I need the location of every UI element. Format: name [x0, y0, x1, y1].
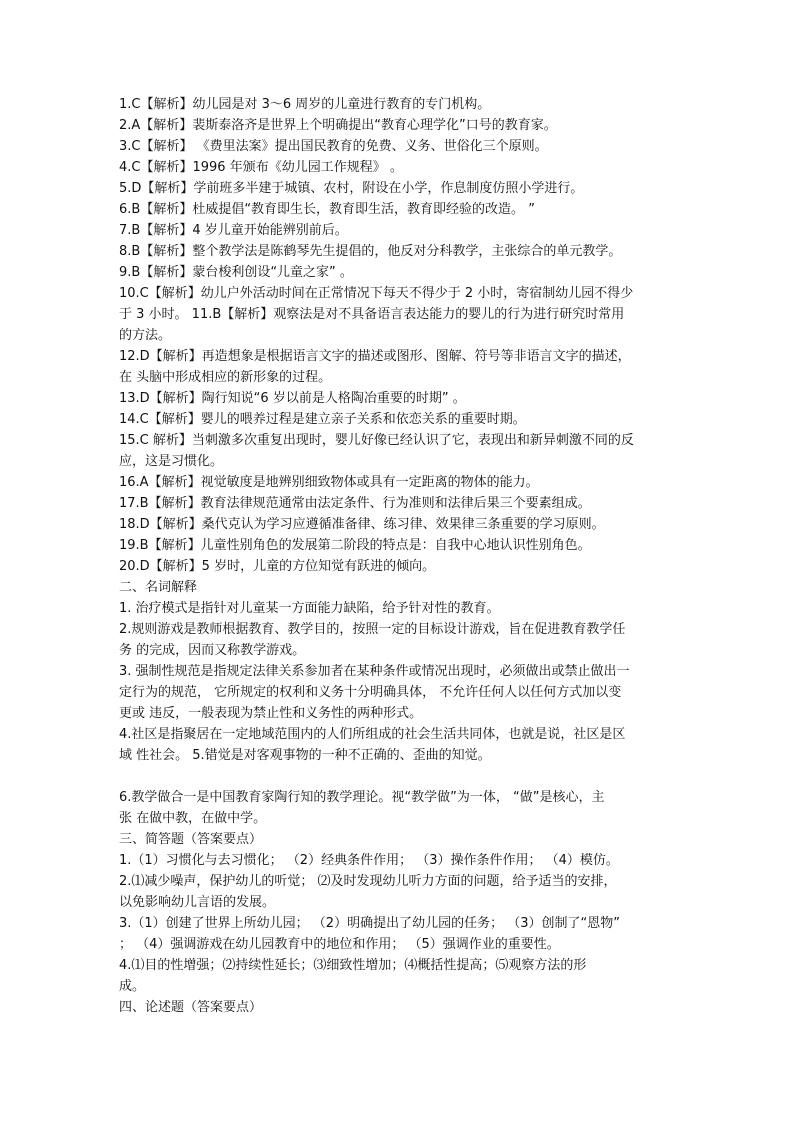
text-line: 在 头脑中形成相应的新形象的过程。 [119, 370, 332, 385]
blank-line [119, 766, 679, 787]
text-line: 6.教学做合一是中国教育家陶行知的教学理论。视“教学做”为一体， “做”是核心，主 [119, 790, 605, 805]
text-line: 1. 治疗模式是指针对儿童某一方面能力缺陷，给予针对性的教育。 [119, 601, 500, 616]
text-line: 17.B【解析】教育法律规范通常由法定条件、行为准则和法律后果三个要素组成。 [119, 496, 591, 511]
text-line: 14.C【解析】婴儿的喂养过程是建立亲子关系和依恋关系的重要时期。 [119, 412, 526, 427]
text-line: 12.D【解析】再造想象是根据语言文字的描述或图形、图解、符号等非语言文字的描述， [119, 349, 631, 364]
text-line: 9.B【解析】蒙台梭利创设“儿童之家” 。 [119, 265, 353, 280]
text-line: 18.D【解析】桑代克认为学习应遵循准备律、练习律、效果律三条重要的学习原则。 [119, 517, 605, 532]
text-line: 8.B【解析】整个教学法是陈鹤琴先生提倡的，他反对分科教学，主张综合的单元教学。 [119, 244, 622, 259]
text-line: 2.A【解析】裴斯泰洛齐是世界上个明确提出“教育心理学化”口号的教育家。 [119, 118, 557, 133]
text-line: 的方法。 [119, 328, 172, 343]
text-line: 务 的完成，因而又称教学游戏。 [119, 643, 306, 658]
document-page [119, 94, 679, 1018]
text-line: 15.C 解析】当刺激多次重复出现时，婴儿好像已经认识了它，表现出和新异刺激不同的反 [119, 433, 634, 448]
text-line: 16.A【解析】视觉敏度是地辨别细致物体或具有一定距离的物体的能力。 [119, 475, 539, 490]
section-heading: 四、论述题（答案要点） [119, 1000, 263, 1015]
text-line: 1.C【解析】幼儿园是对 3～6 周岁的儿童进行教育的专门机构。 [119, 97, 491, 112]
text-line: 域 性社会。 5.错觉是对客观事物的一种不正确的、歪曲的知觉。 [119, 748, 491, 763]
text-line: 6.B【解析】杜威提倡“教育即生长，教育即生活，教育即经验的改造。 ” [119, 202, 535, 217]
text-line: 3. 强制性规范是指规定法律关系参加者在某种条件或情况出现时，必须做出或禁止做出一 [119, 664, 630, 679]
section-heading: 三、简答题（答案要点） [119, 832, 263, 847]
text-line: 更或 违反，一般表现为禁止性和义务性的两种形式。 [119, 706, 423, 721]
text-line: 以免影响幼儿言语的发展。 [119, 895, 276, 910]
text-line: 13.D【解析】陶行知说“6 岁以前是人格陶冶重要的时期” 。 [119, 391, 466, 406]
text-line: 4.社区是指聚居在一定地域范围内的人们所组成的社会生活共同体，也就是说，社区是区 [119, 727, 626, 742]
text-line: 20.D【解析】5 岁时，儿童的方位知觉有跃进的倾向。 [119, 559, 436, 574]
text-line: 定行为的规范， 它所规定的权利和义务十分明确具体， 不允许任何人以任何方式加以变 [119, 685, 622, 700]
section-heading: 二、名词解释 [119, 580, 198, 595]
text-line: 5.D【解析】学前班多半建于城镇、农村，附设在小学，作息制度仿照小学进行。 [119, 181, 584, 196]
text-line: 7.B【解析】4 岁儿童开始能辨别前后。 [119, 223, 348, 238]
text-line: 张 在做中教，在做中学。 [119, 811, 267, 826]
text-line: 19.B【解析】儿童性别角色的发展第二阶段的特点是：自我中心地认识性别角色。 [119, 538, 591, 553]
text-line: 3.C【解析】 《费里法案》提出国民教育的免费、义务、世俗化三个原则。 [119, 139, 548, 154]
text-line: ； （4）强调游戏在幼儿园教育中的地位和作用； （5）强调作业的重要性。 [119, 937, 560, 952]
text-line: 3.（1）创建了世界上所幼儿园； （2）明确提出了幼儿园的任务； （3）创制了“恩物” [119, 916, 620, 931]
text-line: 于 3 小时。 11.B【解析】观察法是对不具备语言表达能力的婴儿的行为进行研究时常用 [119, 307, 625, 322]
text-line: 1.（1）习惯化与去习惯化； （2）经典条件作用； （3）操作条件作用； （4）模仿。 [119, 853, 619, 868]
text-line: 4.C【解析】1996 年颁布《幼儿园工作规程》 。 [119, 160, 403, 175]
text-line: 应，这是习惯化。 [119, 454, 224, 469]
text-line: 2.规则游戏是教师根据教育、教学目的，按照一定的目标设计游戏，旨在促进教育教学任 [119, 622, 626, 637]
text-line: 2.⑴减少噪声，保护幼儿的听觉； ⑵及时发现幼儿听力方面的问题，给予适当的安排， [119, 874, 617, 889]
text-line: 4.⑴目的性增强；⑵持续性延长；⑶细致性增加；⑷概括性提高；⑸观察方法的形 [119, 958, 587, 973]
text-line: 成。 [119, 979, 146, 994]
text-line: 10.C【解析】幼儿户外活动时间在正常情况下每天不得少于 2 小时，寄宿制幼儿园不得少 [119, 286, 634, 301]
